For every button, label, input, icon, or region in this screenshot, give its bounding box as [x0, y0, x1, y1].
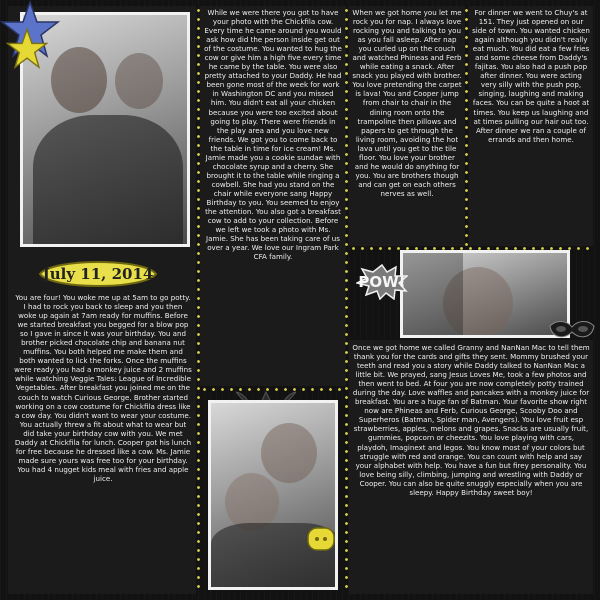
- journal-text-column-4: For dinner we went to Chuy's at 151. They just opened on our side of town. You wanted chicken again although you didn't really eat much. You did eat a few fries and some cheese from Daddy's fajitas. You also had a push pop after dinner. You were acting very silly with the push pop, singing, laughing and making faces. You can be quite a hoot at times. You keep us laughing and at times pulling our hair out too. After dinner we ran a couple of errands and then home.: [472, 8, 590, 144]
- boy-closeup-photo: [400, 250, 570, 338]
- brothers-photo: [208, 400, 338, 590]
- date-text: July 11, 2014: [42, 265, 154, 283]
- journal-text-column-2: While we were there you got to have your photo with the Chickfila cow. Every time he came around you would ask how did the person inside get out of the costume. You wanted to hug the cow or give him a high five every time he came by the table. You were also pretty attached to your Daddy. He had been gone most of the week for work in Washington DC and you missed him. You didn't eat all your chicken because you were too excited about going to play. There were friends in the play area and you love new friends. We got you to come back to the table in time for ice cream! Ms. Jamie made you a cookie sundae with chocolate syrup and a cherry. She brought it to the table while ringing a cowbell. She had you stand on the chair while everyone sang Happy Birthday to you. You seemed to enjoy the attention. You also got a breakfast cow to add to your collection. Before we left we took a photo with Ms. Jamie. She has been taking care of us over a year. We love our Ingram Park CFA family.: [204, 8, 342, 262]
- journal-text-bottom: Once we got home we called Granny and NanNan Mac to tell them thank you for the cards and gifts they sent. Mommy brushed your teeth and read you a story while Daddy talked to NanNan Mac a little bit. We prayed, sang Jesus Loves Me, took a few photos and then went to bed. At four you are now completely potty trained during the day. Love waffles and pancakes with a monkey juice for breakfast. You are a huge fan of Batman. Your favorite show right now are Phineas and Ferb, Curious George, Scooby Doo and Superheros (Batman, Spider man, Avengers). You love fruit esp strawberries, apples, melons and grapes. Snacks are usually fruit, gummies, popcorn or cheezits. You love playing with cars, playdoh, Imaginext and legos. You know most of your colors but struggle with red and orange. You can count with help and say your alphabet with help. You have a fun but firey personality. You love being silly, climbing, jumping and wrestling with Daddy or Cooper. You can also be quite snuggly especially when you are sleepy. Happy Birthday sweet boy!: [352, 343, 590, 497]
- yellow-star-icon: [6, 28, 48, 70]
- pow-text: POW!: [358, 273, 406, 291]
- dotted-divider: [465, 6, 468, 246]
- journal-text-column-1: You are four! You woke me up at 5am to go potty. I had to rock you back to sleep and you then woke up again at 7am ready for muffins. Before we started breakfast you begged for a blow pop so I gave in since it was your birthday. You and brother picked chocolate chip and banana nut muffins. You both helped me make them and both wanted to lick the forks. Once the muffins were ready you had a monkey juice and 2 muffins while watching Veggie Tales: League of Incredible Vegetables. After breakfast you joined me on the couch to watch Curious George. Brother started working on a cow costume for Chickfila dress like a cow day. You didn't want to wear your costume. You actually threw a fit about what to wear but did take your birthday cow with you. We met Daddy at Chickfila for lunch. Cooper got his lunch for free because he dressed like a cow. Ms. Jamie made sure yours was free too for your birthday. You had 4 nugget kids meal with fries and apple juice.: [14, 293, 192, 483]
- date-tag: [38, 256, 158, 292]
- journal-text-column-3: When we got home you let me rock you for nap. I always love rocking you and talking to you as you fall asleep. After nap you curled up on the couch and watched Phineas and Ferb while eating a snack. After snack you played with brother. You love pretending the carpet is lava! You and Cooper jump from chair to chair in the dining room onto the trampoline then pillows and papers to get through the living room, avoiding the hot lava until you get to the tile floor. You love your brother and he would do anything for you. You are brothers though and can get on each others nerves as well.: [352, 8, 462, 198]
- yellow-button-icon: [306, 524, 336, 554]
- dotted-divider: [345, 6, 348, 594]
- pow-sticker: [356, 264, 408, 300]
- mask-icon: [548, 318, 596, 342]
- dotted-divider: [197, 6, 200, 594]
